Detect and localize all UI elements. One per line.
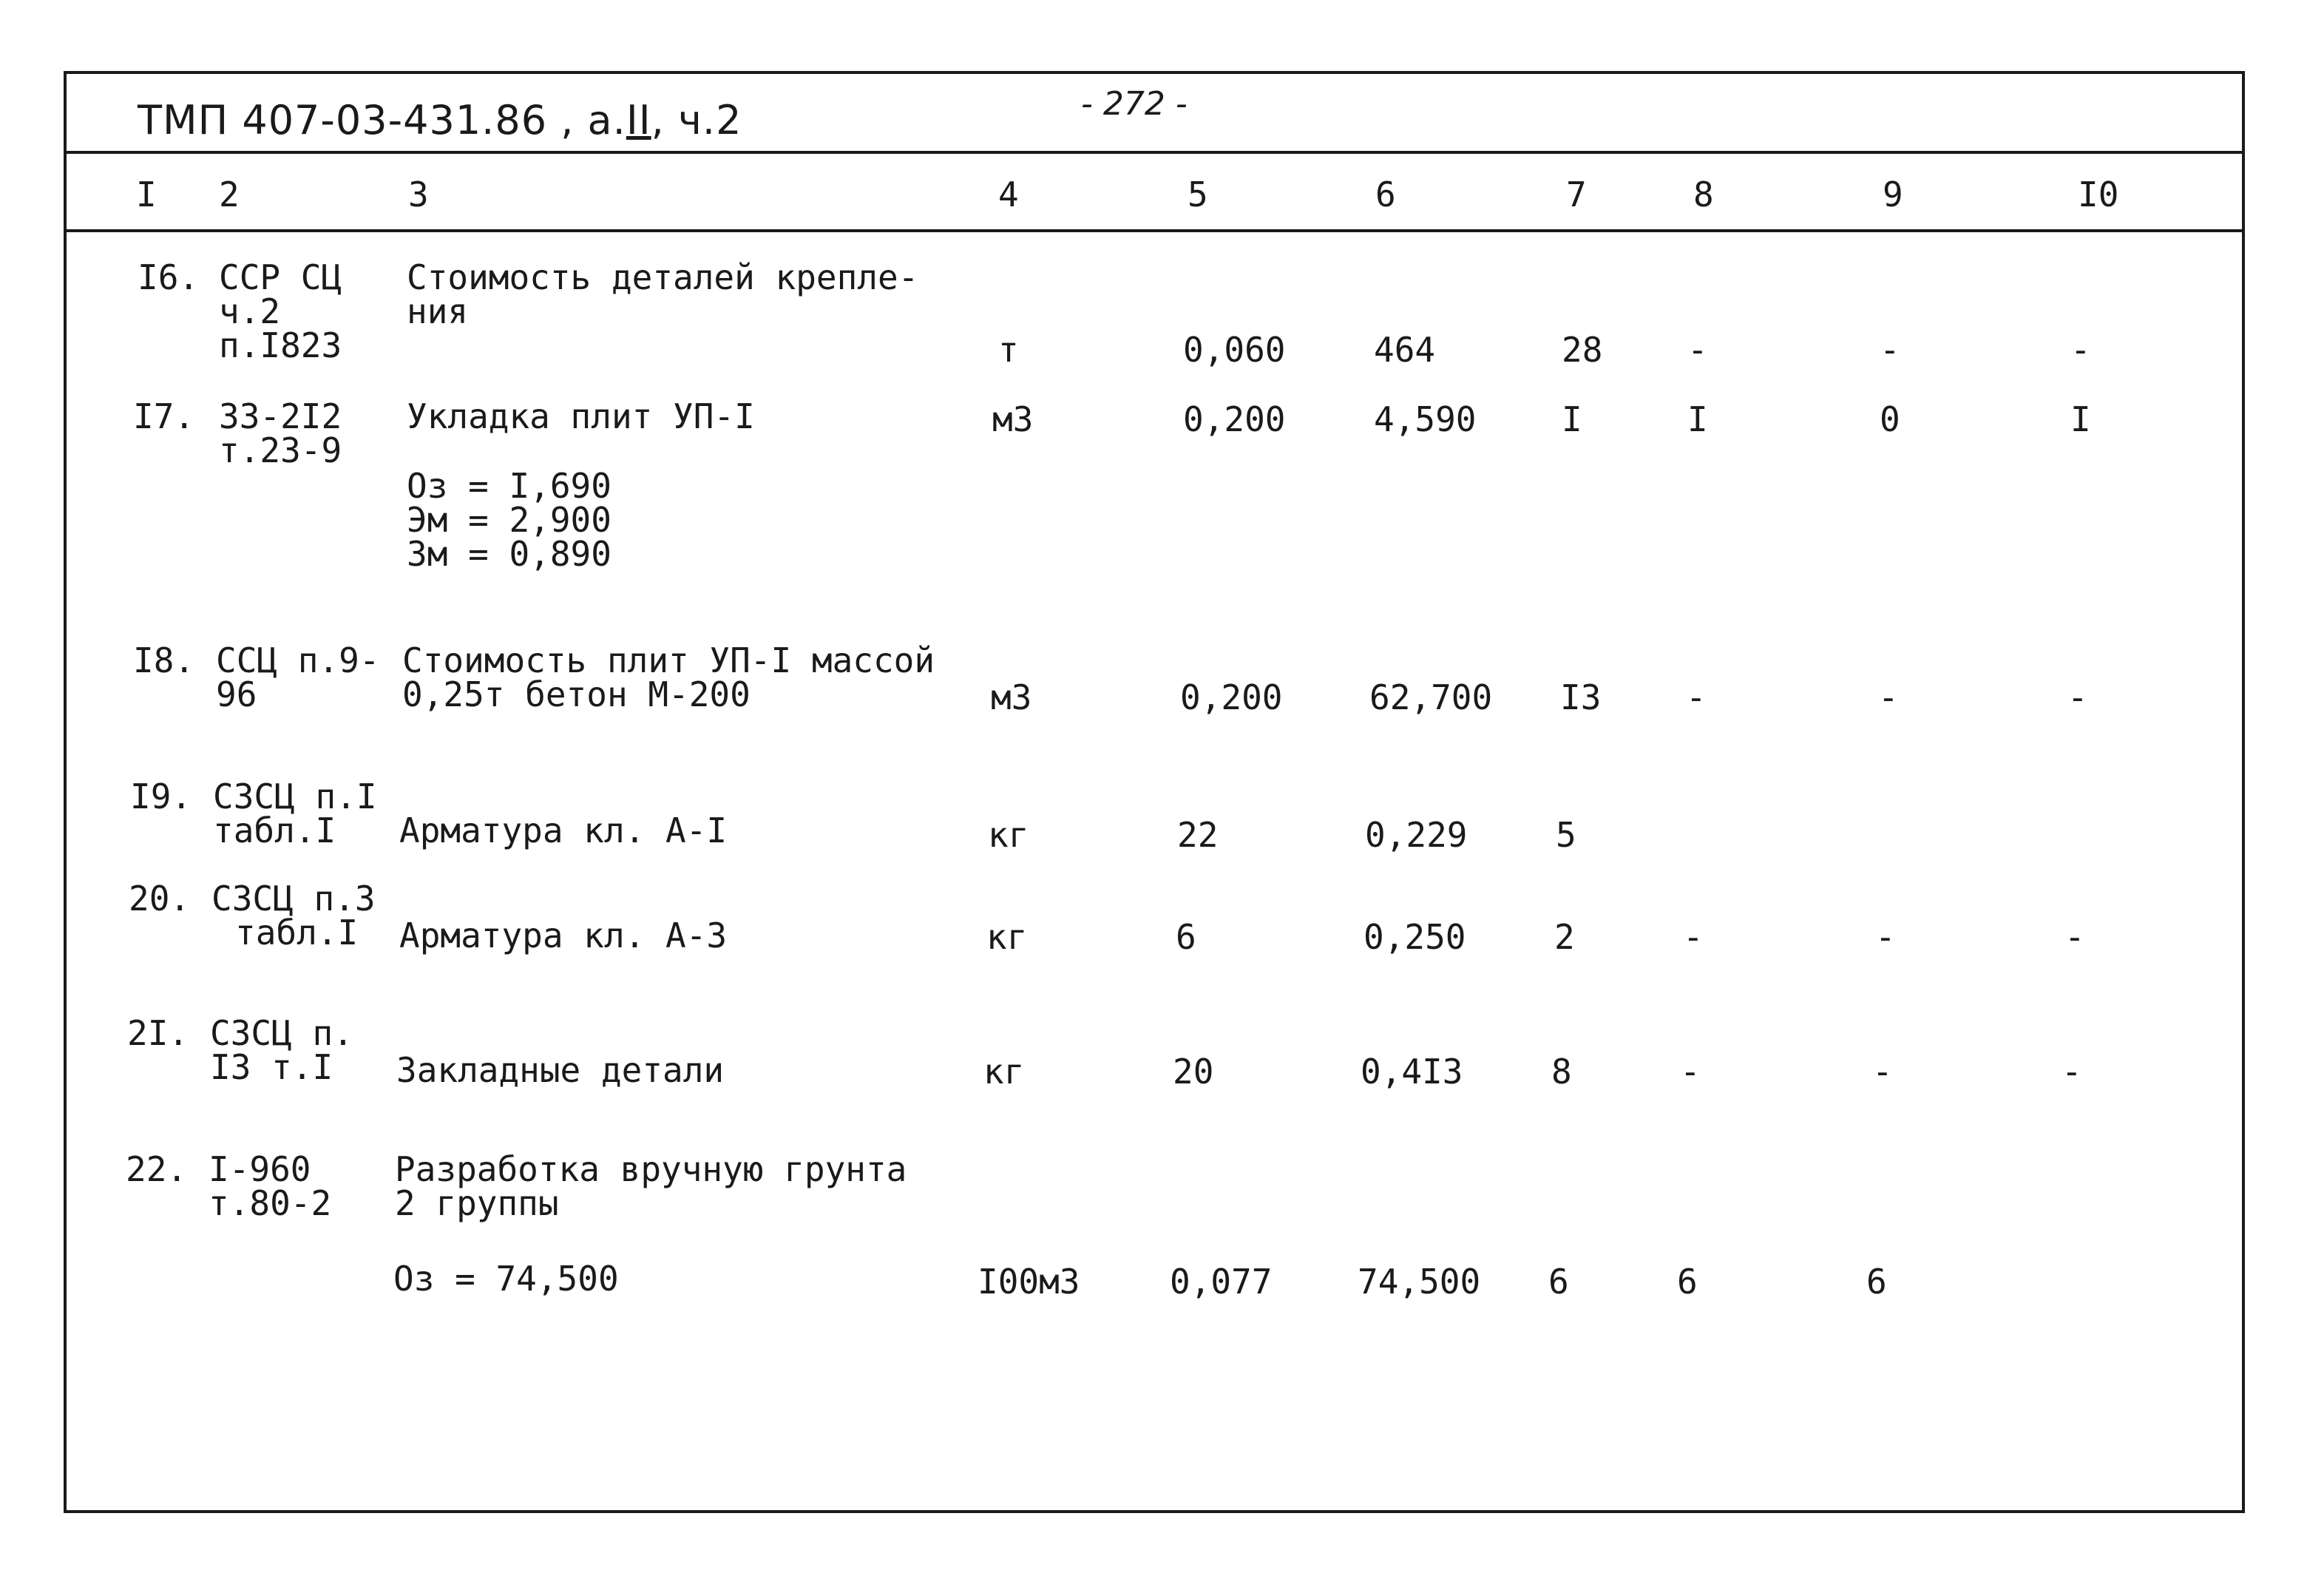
- column-10-cell: -: [2067, 677, 2088, 717]
- column-10-cell: -: [2062, 1052, 2082, 1092]
- norm-code-line: т.80-2: [209, 1183, 332, 1223]
- column-10-cell: -: [2070, 330, 2091, 370]
- column-7-cell: 8: [1551, 1052, 1572, 1092]
- row-number: I7.: [133, 396, 195, 436]
- description-line: 0,25т бетон М-200: [402, 674, 751, 714]
- description-line: Укладка плит УП-I: [407, 396, 755, 436]
- unit-cell: м3: [992, 399, 1034, 439]
- description-line: Арматура кл. А-3: [399, 916, 728, 955]
- column-header: 8: [1693, 175, 1714, 214]
- unit-cell: кг: [988, 815, 1029, 855]
- norm-code-line: СЗСЦ п.I: [213, 777, 377, 816]
- column-8-cell: 6: [1677, 1262, 1698, 1302]
- column-9-cell: 0: [1880, 399, 1900, 439]
- column-header: 7: [1566, 175, 1587, 214]
- price-cell: 0,4I3: [1361, 1052, 1463, 1092]
- norm-code-line: ССР СЦ: [219, 257, 342, 297]
- description-line: Арматура кл. А-I: [399, 811, 728, 850]
- column-7-cell: 28: [1562, 330, 1603, 370]
- column-8-cell: -: [1687, 330, 1708, 370]
- column-8-cell: I: [1687, 399, 1708, 439]
- column-8-cell: -: [1683, 917, 1704, 957]
- norm-code-line: I3 т.I: [210, 1047, 333, 1087]
- column-9-cell: -: [1875, 917, 1896, 957]
- unit-cell: кг: [983, 1052, 1025, 1092]
- price-cell: 74,500: [1358, 1262, 1481, 1302]
- column-9-cell: -: [1880, 330, 1900, 370]
- column-header: 9: [1883, 175, 1903, 214]
- description-line: 2 группы: [395, 1183, 559, 1223]
- column-7-cell: 5: [1556, 815, 1576, 855]
- price-cell: 4,590: [1374, 399, 1477, 439]
- column-header: 2: [219, 175, 240, 214]
- column-8-cell: -: [1686, 677, 1707, 717]
- row-number: I6.: [138, 257, 200, 297]
- row-number: 22.: [126, 1149, 188, 1189]
- column-10-cell: I: [2070, 399, 2091, 439]
- norm-code-line: СЗСЦ п.: [210, 1013, 353, 1053]
- description-line: Закладные детали: [396, 1050, 725, 1090]
- description-line: Разработка вручную грунта: [395, 1149, 907, 1189]
- norm-code-line: п.I823: [219, 325, 342, 365]
- norm-code-line: СЗСЦ п.3: [211, 879, 376, 919]
- norm-code-line: 96: [216, 674, 257, 714]
- formula-line: Оз = 74,500: [393, 1259, 619, 1299]
- column-7-cell: 2: [1554, 917, 1575, 957]
- column-7-cell: 6: [1548, 1262, 1569, 1302]
- column-8-cell: -: [1680, 1052, 1701, 1092]
- quantity-cell: 6: [1176, 917, 1196, 957]
- unit-cell: кг: [986, 917, 1028, 957]
- norm-code-line: ССЦ п.9-: [216, 640, 380, 680]
- page-number: - 272 -: [1081, 85, 1188, 123]
- norm-code-line: ч.2: [219, 291, 281, 331]
- column-header: 3: [408, 175, 429, 214]
- norm-code-line: I-960: [209, 1149, 311, 1189]
- norm-code-line: 33-2I2: [219, 396, 342, 436]
- price-cell: 62,700: [1369, 677, 1493, 717]
- formula-line: Зм = 0,890: [407, 534, 612, 574]
- norm-code-line: табл.I: [213, 811, 336, 850]
- column-9-cell: -: [1878, 677, 1899, 717]
- formula-line: Оз = I,690: [407, 466, 612, 506]
- row-number: 20.: [129, 879, 191, 919]
- price-cell: 0,250: [1363, 917, 1466, 957]
- description-line: ния: [407, 291, 469, 331]
- quantity-cell: 20: [1173, 1052, 1214, 1092]
- formula-line: Эм = 2,900: [407, 500, 612, 540]
- column-10-cell: -: [2064, 917, 2085, 957]
- document-code: ТМП 407-03-431.86 , а.II, ч.2: [138, 97, 742, 143]
- norm-code-line: т.23-9: [219, 430, 342, 470]
- row-number: 2I.: [127, 1013, 189, 1053]
- header-rule: [67, 151, 2245, 154]
- row-number: I8.: [133, 640, 195, 680]
- column-header-rule: [67, 229, 2245, 232]
- column-9-cell: 6: [1866, 1262, 1887, 1302]
- price-cell: 464: [1374, 330, 1436, 370]
- quantity-cell: 0,200: [1180, 677, 1283, 717]
- column-9-cell: -: [1872, 1052, 1893, 1092]
- quantity-cell: 22: [1177, 815, 1219, 855]
- quantity-cell: 0,060: [1183, 330, 1286, 370]
- column-header: 6: [1375, 175, 1396, 214]
- unit-cell: I00м3: [978, 1262, 1080, 1302]
- norm-code-line: табл.I: [235, 913, 359, 953]
- unit-cell: м3: [991, 677, 1032, 717]
- column-header: 5: [1188, 175, 1208, 214]
- table-frame: [64, 71, 2245, 1513]
- column-header: 4: [998, 175, 1019, 214]
- description-line: Стоимость деталей крепле-: [407, 257, 919, 297]
- quantity-cell: 0,077: [1170, 1262, 1273, 1302]
- unit-cell: т: [998, 330, 1019, 370]
- quantity-cell: 0,200: [1183, 399, 1286, 439]
- price-cell: 0,229: [1365, 815, 1468, 855]
- column-header: I: [136, 175, 157, 214]
- column-7-cell: I: [1562, 399, 1582, 439]
- row-number: I9.: [130, 777, 192, 816]
- column-header: I0: [2078, 175, 2119, 214]
- column-7-cell: I3: [1560, 677, 1602, 717]
- description-line: Стоимость плит УП-I массой: [402, 640, 935, 680]
